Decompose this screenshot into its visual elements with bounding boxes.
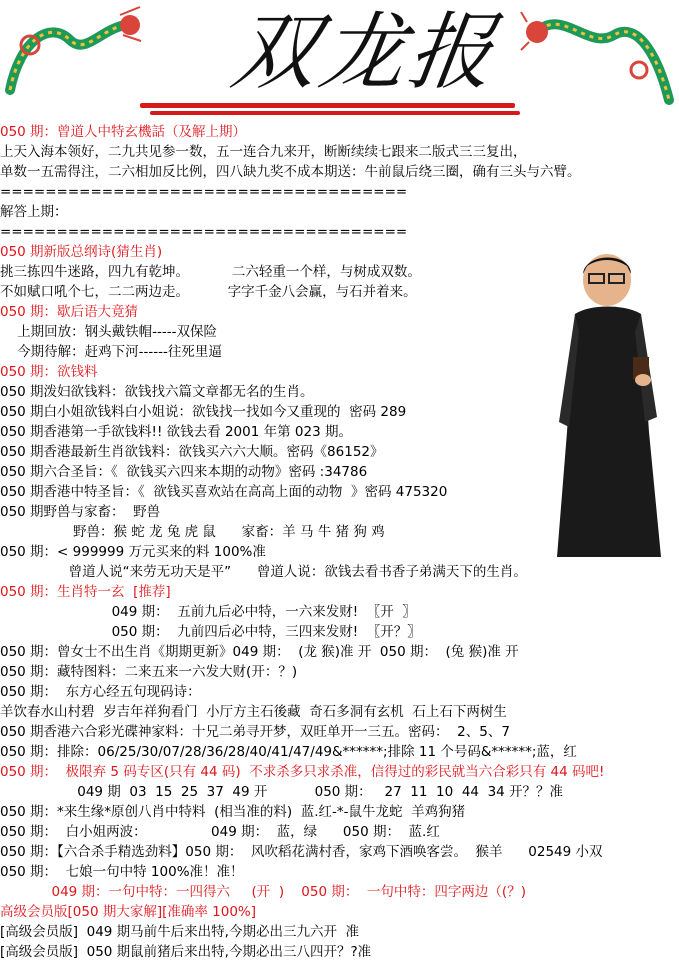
text-line: 050 期：*来生缘*原创八肖中特料 (相当准的料) 蓝.红-*-鼠牛龙蛇 羊鸡狗猪 <box>0 804 466 820</box>
text-line: 050 期：藏特图料：二来五来一六发大财(开：？) <box>0 664 298 680</box>
text-line: 050 期： 东方心经五句现码诗： <box>0 684 201 700</box>
text-line: 050 期新版总纲诗(猜生肖) <box>0 244 163 260</box>
text-line: 050 期：排除：06/25/30/07/28/36/28/40/41/47/49&******;排除 11 个号码&******;蓝，红 <box>0 744 577 760</box>
text-line: 050 期香港第一手欲钱料!! 欲钱去看 2001 年第 023 期。 <box>0 424 352 440</box>
text-line: 解答上期： <box>0 204 68 220</box>
text-line: 050 期：< 999999 万元买来的料 100%准 <box>0 544 266 560</box>
text-line: 挑三拣四牛迷路，四九有乾坤。 二六轻重一个样，与树成双数。 <box>0 264 421 280</box>
text-line: 不如赋口吼个七，二二两边走。 字字千金八会赢，与石并着来。 <box>0 284 417 300</box>
text-line: 今期待解：赶鸡下河------往死里逼 <box>0 344 222 360</box>
text-line: 049 期： 五前九后必中特，一六来发财! 〖开 〗 <box>0 604 416 620</box>
text-line: [高级会员版] 050 期鼠前猪后来出特,今期必出三八四开？?准 <box>0 944 372 960</box>
text-line: 050 期： 白小姐两波： 049 期： 蓝，绿 050 期： 蓝.红 <box>0 824 440 840</box>
text-line: 高级会员版[050 期大家解][准确率 100%] <box>0 904 257 920</box>
text-line: [高级会员版] 049 期马前牛后来出特,今期必出三九六开 准 <box>0 924 360 940</box>
text-line: ==================================== <box>0 224 408 240</box>
text-line: ==================================== <box>0 184 408 200</box>
text-line: 050 期：【六合杀手精选劲料】050 期： 风吹稻花满村香，家鸡下酒唤客尝。 猴羊 02549 小双 <box>0 844 603 860</box>
text-line: 049 期 03 15 25 37 49 开 050 期： 27 11 10 44 34 开？？准 <box>0 784 564 800</box>
text-line: 050 期六合圣旨：《 欲钱买六四来本期的动物》密码 :34786 <box>0 464 368 480</box>
left-dragon-icon <box>0 0 150 120</box>
text-line: 050 期： 七娘一句中特 100%准！准！ <box>0 864 244 880</box>
man-portrait-image <box>545 252 679 562</box>
text-line: 050 期：生肖特一玄 [推荐] <box>0 584 171 600</box>
text-line: 049 期：一句中特：一四得六 (开 ) 050 期： 一句中特：四字两边（(？) <box>0 884 526 900</box>
page-title: 双龙报 <box>226 3 504 101</box>
text-line: 单数一五需得注，二六相加反比例，四八缺九奖不成本期送：牛前鼠后绕三圈，确有三头与六臂。 <box>0 164 581 180</box>
text-line: 050 期白小姐欲钱料白小姐说：欲钱找一找如今又重现的 密码 289 <box>0 404 407 420</box>
text-line: 上天入海本领好，二九共见参一数，五一连合九来开，断断续续七跟来二版式三三复出， <box>0 144 527 160</box>
text-line: 050 期：曾道人中特玄機話（及解上期） <box>0 124 247 140</box>
text-line: 羊饮春水山村碧 岁吉年祥狗看门 小厅方主石後藏 奇石多洞有玄机 石上石下两树生 <box>0 704 507 720</box>
text-line: 050 期香港中特圣旨：《 欲钱买喜欢站在高高上面的动物 》密码 475320 <box>0 484 448 500</box>
title-underline <box>150 111 520 115</box>
text-line: 野兽：猴 蛇 龙 兔 虎 鼠 家畜：羊 马 牛 猪 狗 鸡 <box>0 524 385 540</box>
text-line: 曾道人说“来劳无功天是平” 曾道人说：欲钱去看书香子弟满天下的生肖。 <box>0 564 527 580</box>
text-line: 050 期野兽与家畜： 野兽 <box>0 504 161 520</box>
text-line: 050 期：歇后语大竟猜 <box>0 304 139 320</box>
text-line: 050 期：欲钱料 <box>0 364 98 380</box>
header-banner <box>0 0 679 125</box>
text-line: 050 期香港最新生肖欲钱料：欲钱买六六大顺。密码《86152》 <box>0 444 384 460</box>
text-line: 050 期：曾女士不出生肖《期期更新》049 期： (龙 猴)准 开 050 期： (兔 猴)准 开 <box>0 644 519 660</box>
text-line: 050 期香港六合彩光碟神家料：十兄二弟寻开梦，双旺单开一三五。密码： 2、5、7 <box>0 724 510 740</box>
text-line: 050 期： 九前四后必中特，三四来发财! 〖开？〗 <box>0 624 421 640</box>
text-line: 上期回放：钢头戴铁帽-----双保险 <box>0 324 218 340</box>
title-underline <box>140 103 515 108</box>
text-line: 050 期泼妇欲钱料：欲钱找六篇文章都无名的生肖。 <box>0 384 314 400</box>
text-line: 050 期： 极限弃 5 码专区(只有 44 码) 不求杀多只求杀准，信得过的彩民就当六合彩只有 44 码吧! <box>0 764 605 780</box>
